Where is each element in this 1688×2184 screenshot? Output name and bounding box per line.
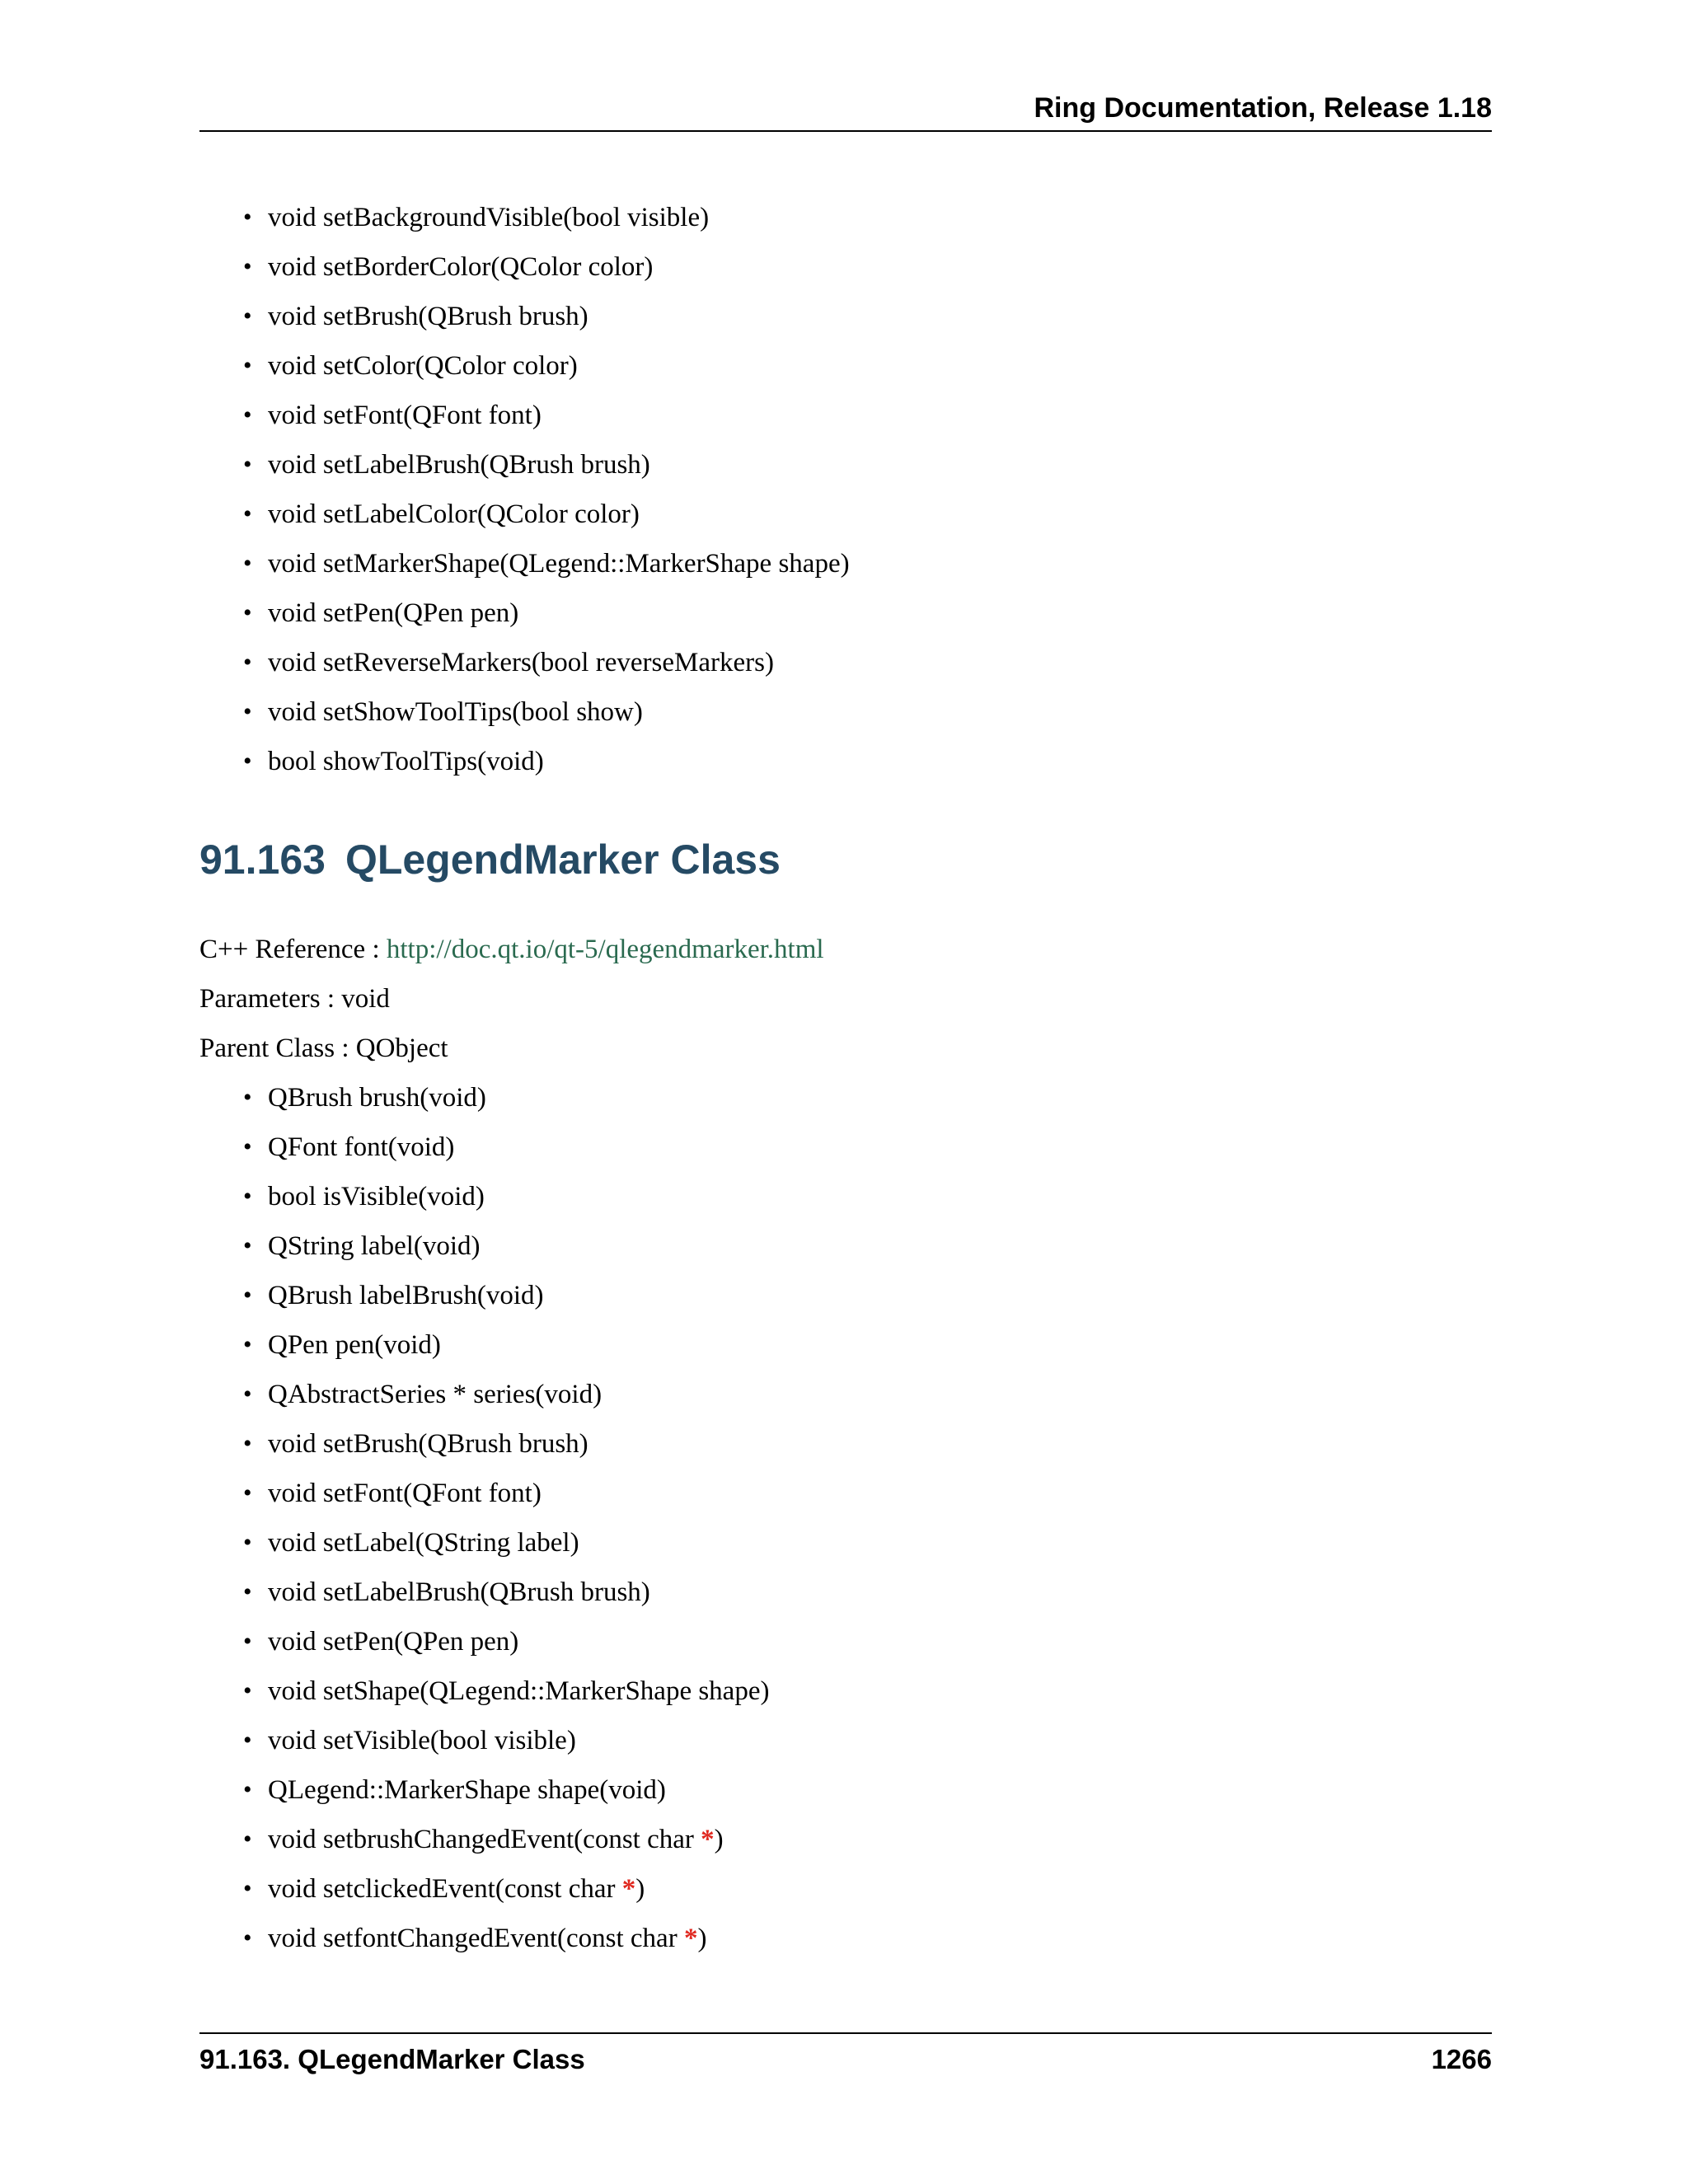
parameters-line: Parameters : void <box>199 984 390 1014</box>
list-item <box>243 737 850 786</box>
list-item <box>243 1716 769 1765</box>
bullet-icon: • <box>243 1183 252 1210</box>
bullet-icon: • <box>243 1727 252 1754</box>
bullet-icon: • <box>243 1380 252 1408</box>
method-text: void setBackgroundVisible(bool visible) <box>268 203 710 232</box>
method-text: QLegend::MarkerShape shape(void) <box>268 1775 666 1805</box>
method-text: QBrush brush(void) <box>268 1083 486 1113</box>
cpp-reference-label: C++ Reference : <box>199 935 387 964</box>
bullet-icon: • <box>243 1331 252 1358</box>
list-item <box>243 1815 769 1864</box>
bullet-icon: • <box>243 1628 252 1655</box>
list-item <box>243 1419 769 1469</box>
bullet-icon: • <box>243 451 252 478</box>
bullet-icon: • <box>243 1430 252 1457</box>
list-item <box>243 242 850 292</box>
method-text-suffix: ) <box>714 1825 724 1854</box>
method-text: void setBrush(QBrush brush) <box>268 302 588 331</box>
bullet-icon: • <box>243 649 252 676</box>
method-text: QAbstractSeries * series(void) <box>268 1380 603 1409</box>
list-item <box>243 1271 769 1320</box>
bullet-icon: • <box>243 1578 252 1605</box>
list-item <box>243 1221 769 1271</box>
method-text: void setbrushChangedEvent(const char <box>268 1825 701 1854</box>
list-item <box>243 1320 769 1370</box>
header-title: Ring Documentation, Release 1.18 <box>1034 92 1492 124</box>
method-text: void setVisible(bool visible) <box>268 1726 576 1755</box>
method-text: void setPen(QPen pen) <box>268 1627 519 1657</box>
method-text: void setfontChangedEvent(const char <box>268 1924 684 1953</box>
bullet-icon: • <box>243 550 252 577</box>
bullet-icon: • <box>243 748 252 775</box>
pointer-asterisk: * <box>701 1825 715 1854</box>
list-item <box>243 638 850 687</box>
method-text: void setBorderColor(QColor color) <box>268 252 654 282</box>
method-text: bool isVisible(void) <box>268 1182 485 1212</box>
method-text: void setLabel(QString label) <box>268 1528 579 1558</box>
section-number: 91.163 <box>199 837 326 883</box>
method-list-previous-class <box>243 193 850 786</box>
method-text: void setFont(QFont font) <box>268 401 542 430</box>
pointer-asterisk: * <box>683 1924 698 1953</box>
list-item <box>243 588 850 638</box>
method-text: bool showToolTips(void) <box>268 747 544 776</box>
bullet-icon: • <box>243 1084 252 1111</box>
list-item <box>243 539 850 588</box>
footer-page-number: 1266 <box>1431 2044 1492 2074</box>
list-item <box>243 292 850 341</box>
bullet-icon: • <box>243 1133 252 1160</box>
list-item <box>243 1568 769 1617</box>
list-item <box>243 1172 769 1221</box>
list-item <box>243 1122 769 1172</box>
bullet-icon: • <box>243 253 252 280</box>
method-text: void setShape(QLegend::MarkerShape shape) <box>268 1676 770 1706</box>
bullet-icon: • <box>243 1875 252 1902</box>
list-item <box>243 1914 769 1963</box>
pointer-asterisk: * <box>621 1874 636 1904</box>
cpp-reference <box>199 925 824 974</box>
list-item <box>243 687 850 737</box>
list-item <box>243 1765 769 1815</box>
list-item <box>243 1864 769 1914</box>
bullet-icon: • <box>243 352 252 379</box>
method-text-suffix: ) <box>635 1874 645 1904</box>
section-heading <box>199 835 781 884</box>
bullet-icon: • <box>243 1282 252 1309</box>
bullet-icon: • <box>243 1677 252 1704</box>
list-item <box>243 1666 769 1716</box>
method-text: void setLabelColor(QColor color) <box>268 499 640 529</box>
method-text: QFont font(void) <box>268 1132 455 1162</box>
page-header <box>199 89 1492 132</box>
bullet-icon: • <box>243 204 252 231</box>
bullet-icon: • <box>243 1924 252 1952</box>
method-text: void setMarkerShape(QLegend::MarkerShape shape) <box>268 549 850 579</box>
list-item <box>243 1370 769 1419</box>
list-item <box>243 391 850 440</box>
parent-class-line: Parent Class : QObject <box>199 1033 448 1063</box>
page-footer <box>199 2032 1492 2083</box>
method-list <box>243 1073 769 1963</box>
bullet-icon: • <box>243 401 252 429</box>
method-text-suffix: ) <box>697 1924 707 1953</box>
method-text: void setShowToolTips(bool show) <box>268 697 643 727</box>
bullet-icon: • <box>243 599 252 626</box>
list-item <box>243 193 850 242</box>
list-item <box>243 1518 769 1568</box>
bullet-icon: • <box>243 500 252 527</box>
method-text: void setReverseMarkers(bool reverseMarkers) <box>268 648 774 677</box>
bullet-icon: • <box>243 1479 252 1507</box>
list-item <box>243 1617 769 1666</box>
bullet-icon: • <box>243 302 252 330</box>
section-title-text: QLegendMarker Class <box>345 837 781 883</box>
list-item <box>243 490 850 539</box>
list-item <box>243 341 850 391</box>
bullet-icon: • <box>243 1529 252 1556</box>
bullet-icon: • <box>243 1825 252 1853</box>
footer-section-title: 91.163. QLegendMarker Class <box>199 2044 585 2074</box>
method-text: void setLabelBrush(QBrush brush) <box>268 1577 650 1607</box>
method-text: void setColor(QColor color) <box>268 351 578 381</box>
method-text: QPen pen(void) <box>268 1330 441 1360</box>
cpp-reference-link[interactable]: http://doc.qt.io/qt-5/qlegendmarker.html <box>386 935 824 964</box>
method-text: QString label(void) <box>268 1231 481 1261</box>
method-text: QBrush labelBrush(void) <box>268 1281 544 1310</box>
bullet-icon: • <box>243 1776 252 1803</box>
method-text: void setPen(QPen pen) <box>268 598 519 628</box>
method-text: void setclickedEvent(const char <box>268 1874 622 1904</box>
method-text: void setFont(QFont font) <box>268 1479 542 1508</box>
list-item <box>243 1469 769 1518</box>
method-text: void setLabelBrush(QBrush brush) <box>268 450 650 480</box>
method-text: void setBrush(QBrush brush) <box>268 1429 588 1459</box>
list-item <box>243 440 850 490</box>
list-item <box>243 1073 769 1122</box>
bullet-icon: • <box>243 698 252 725</box>
bullet-icon: • <box>243 1232 252 1259</box>
